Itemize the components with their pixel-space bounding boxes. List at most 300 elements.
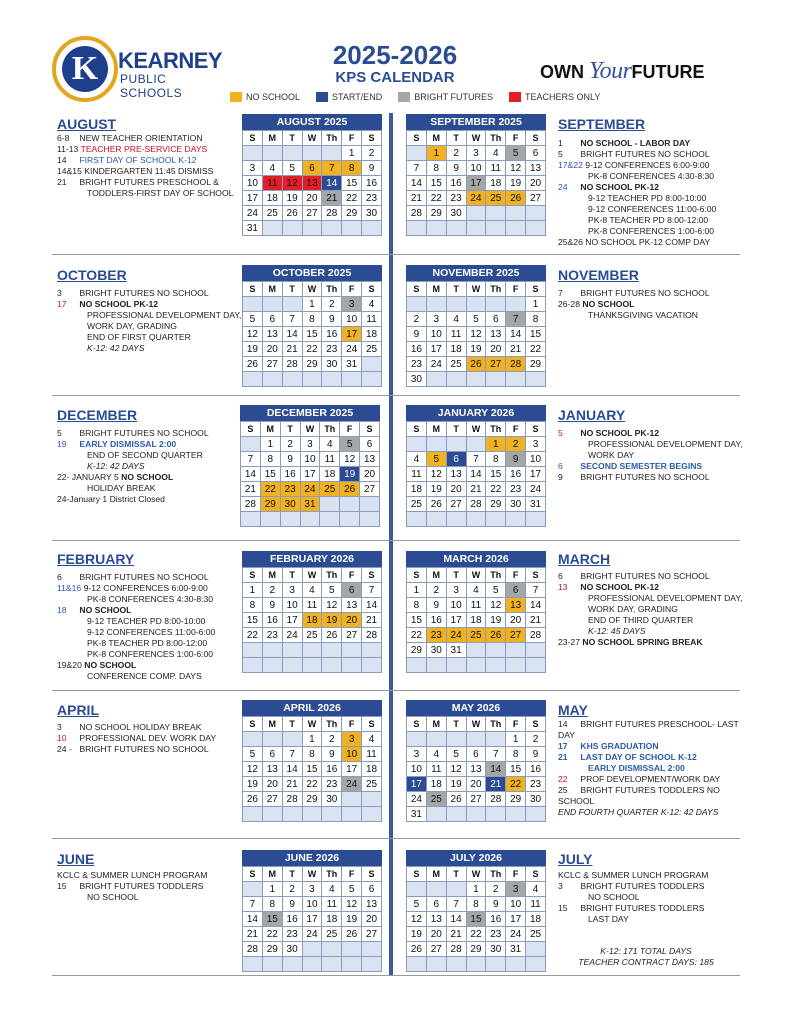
event-line — [57, 616, 215, 627]
calendar-empty-cell — [302, 372, 322, 387]
legend-item — [316, 92, 382, 102]
event-text: NO SCHOOL PK-12 COMP DAY — [585, 237, 711, 247]
calendar-empty-cell — [243, 658, 263, 673]
event-text: BRIGHT FUTURES NO SCHOOL — [79, 572, 209, 582]
calendar-empty-cell — [407, 297, 427, 312]
row-separator — [52, 395, 740, 396]
calendar-day: 16 — [506, 467, 526, 482]
event-line — [57, 472, 209, 483]
event-line — [558, 450, 742, 461]
calendar-day: 9 — [407, 327, 427, 342]
calendar-day: 17 — [407, 777, 427, 792]
event-text: 9-12 TEACHER PD 8:00-10:00 — [87, 616, 206, 626]
calendar-day: 26 — [446, 792, 466, 807]
event-line — [57, 321, 241, 332]
calendar-empty-cell — [446, 957, 466, 972]
weekday-header: S — [243, 131, 263, 146]
calendar-empty-cell — [446, 372, 466, 387]
event-text: EARLY DISMISSAL 2:00 — [79, 439, 177, 449]
calendar-day: 16 — [526, 762, 546, 777]
calendar-day: 22 — [302, 777, 322, 792]
calendar-day: 27 — [360, 482, 380, 497]
calendar-empty-cell — [407, 882, 427, 897]
calendar-empty-cell — [466, 437, 486, 452]
calendar-empty-cell — [526, 807, 546, 822]
calendar-day: 19 — [243, 777, 263, 792]
calendar-day: 16 — [262, 613, 282, 628]
event-text: HOLIDAY BREAK — [87, 483, 156, 493]
calendar-day: 10 — [407, 762, 427, 777]
calendar-day: 3 — [300, 437, 320, 452]
calendar-day: 10 — [426, 327, 446, 342]
event-line — [57, 671, 215, 682]
calendar-empty-cell — [342, 942, 362, 957]
weekday-header: S — [526, 131, 546, 146]
calendar-day: 10 — [446, 598, 466, 613]
calendar-empty-cell — [506, 512, 526, 527]
calendar-day: 22 — [426, 191, 446, 206]
calendar-empty-cell — [282, 297, 302, 312]
event-date: 23-27 — [558, 637, 580, 647]
event-text: CONFERENCE COMP. DAYS — [87, 671, 202, 681]
calendar-empty-cell — [262, 643, 282, 658]
weekday-header: S — [362, 867, 382, 882]
calendar-day: 24 — [282, 628, 302, 643]
calendar-empty-cell — [282, 658, 302, 673]
calendar-day: 26 — [466, 357, 486, 372]
weekday-header: F — [506, 717, 526, 732]
legend-swatch — [230, 92, 242, 102]
calendar-empty-cell — [446, 807, 466, 822]
events-january — [558, 428, 742, 483]
calendar-day: 28 — [506, 357, 526, 372]
calendar-empty-cell — [362, 643, 382, 658]
calendar-day: 25 — [262, 206, 282, 221]
row-separator — [52, 838, 740, 839]
calendar-day: 2 — [426, 583, 446, 598]
event-line — [57, 627, 215, 638]
calendar-empty-cell — [282, 221, 302, 236]
event-date: 6 — [57, 572, 62, 582]
calendar-day: 15 — [506, 762, 526, 777]
calendar-day: 9 — [486, 897, 506, 912]
tagline-future: FUTURE — [631, 62, 705, 82]
weekday-header: T — [446, 282, 466, 297]
event-date: 5 — [558, 149, 563, 159]
calendar-day: 22 — [260, 482, 280, 497]
month-heading-march: MARCH — [558, 551, 611, 567]
event-line — [57, 144, 233, 155]
calendar-june-2026 — [242, 850, 382, 972]
center-divider — [389, 113, 393, 975]
event-line — [558, 288, 710, 299]
event-text: BRIGHT FUTURES TODDLERS — [580, 881, 705, 891]
calendar-day: 5 — [506, 146, 526, 161]
calendar-day: 4 — [466, 583, 486, 598]
calendar-empty-cell — [362, 792, 382, 807]
event-line — [57, 870, 207, 881]
calendar-empty-cell — [466, 807, 486, 822]
calendar-empty-cell — [262, 732, 282, 747]
calendar-day: 9 — [280, 452, 300, 467]
calendar-empty-cell — [302, 643, 322, 658]
calendar-day: 21 — [241, 482, 261, 497]
calendar-empty-cell — [506, 643, 526, 658]
calendar-day: 11 — [322, 897, 342, 912]
calendar-empty-cell — [486, 807, 506, 822]
weekday-header: T — [446, 568, 466, 583]
event-text: BRIGHT FUTURES NO SCHOOL — [580, 472, 710, 482]
calendar-day: 9 — [446, 161, 466, 176]
events-july — [558, 870, 708, 925]
calendar-day: 26 — [282, 206, 302, 221]
event-line — [57, 572, 215, 583]
weekday-header: M — [262, 282, 282, 297]
calendar-day: 14 — [506, 327, 526, 342]
weekday-header: S — [526, 422, 546, 437]
calendar-day: 17 — [506, 912, 526, 927]
event-text: District Closed — [109, 494, 165, 504]
calendar-day: 27 — [302, 206, 322, 221]
calendar-title: NOVEMBER 2025 — [406, 265, 546, 281]
weekday-header: M — [426, 422, 446, 437]
calendar-empty-cell — [280, 512, 300, 527]
month-heading-may: MAY — [558, 702, 588, 718]
weekday-header: Th — [486, 282, 506, 297]
calendar-empty-cell — [426, 658, 446, 673]
calendar-october-2025 — [242, 265, 382, 387]
calendar-empty-cell — [446, 437, 466, 452]
calendar-empty-cell — [526, 942, 546, 957]
calendar-day: 9 — [362, 161, 382, 176]
calendar-empty-cell — [407, 957, 427, 972]
calendar-day: 10 — [282, 598, 302, 613]
calendar-day: 28 — [407, 206, 427, 221]
calendar-day: 25 — [486, 191, 506, 206]
weekday-header: S — [243, 867, 263, 882]
calendar-day: 30 — [407, 372, 427, 387]
calendar-empty-cell — [360, 512, 380, 527]
event-text: BRIGHT FUTURES NO SCHOOL — [79, 288, 209, 298]
event-date: 7 — [558, 288, 563, 298]
event-line — [558, 785, 739, 796]
event-date: 22 — [558, 774, 568, 784]
calendar-day: 12 — [407, 912, 427, 927]
events-november — [558, 288, 710, 321]
event-line — [558, 870, 708, 881]
event-date: 6 — [558, 571, 563, 581]
event-line — [558, 796, 739, 807]
calendar-day: 8 — [342, 161, 362, 176]
calendar-empty-cell — [486, 732, 506, 747]
calendar-day: 8 — [407, 598, 427, 613]
event-line — [558, 237, 716, 248]
event-date: 24 — [558, 182, 568, 192]
calendar-day: 27 — [342, 628, 362, 643]
event-line — [57, 177, 233, 188]
calendar-day: 2 — [506, 437, 526, 452]
calendar-day: 14 — [362, 598, 382, 613]
total-days: K-12: 171 TOTAL DAYS — [600, 946, 692, 956]
event-line — [57, 660, 215, 671]
calendar-day: 7 — [322, 161, 342, 176]
calendar-day: 22 — [243, 628, 263, 643]
calendar-day: 7 — [282, 312, 302, 327]
weekday-header: T — [282, 717, 302, 732]
calendar-august-2025 — [242, 114, 382, 236]
event-text: NO SCHOOL — [588, 892, 640, 902]
calendar-empty-cell — [243, 372, 263, 387]
calendar-empty-cell — [407, 512, 427, 527]
calendar-day: 20 — [342, 613, 362, 628]
calendar-day: 9 — [426, 598, 446, 613]
calendar-empty-cell — [362, 942, 382, 957]
calendar-empty-cell — [426, 297, 446, 312]
event-line — [57, 594, 215, 605]
month-heading-february: FEBRUARY — [57, 551, 135, 567]
calendar-day: 7 — [486, 747, 506, 762]
calendar-day: 23 — [526, 777, 546, 792]
calendar-day: 29 — [486, 497, 506, 512]
weekday-header: F — [506, 131, 526, 146]
calendar-day: 24 — [342, 777, 362, 792]
weekday-header: W — [302, 131, 322, 146]
calendar-day: 30 — [322, 357, 342, 372]
calendar-day: 8 — [302, 747, 322, 762]
calendar-day: 30 — [486, 942, 506, 957]
calendar-empty-cell — [241, 437, 261, 452]
calendar-day: 21 — [282, 342, 302, 357]
event-line — [57, 733, 216, 744]
calendar-empty-cell — [446, 732, 466, 747]
calendar-empty-cell — [282, 807, 302, 822]
event-text: K-12: 42 DAYS — [87, 343, 145, 353]
calendar-day: 26 — [243, 792, 263, 807]
calendar-day: 3 — [446, 583, 466, 598]
event-text: 9-12 CONFERENCES 11:00-6:00 — [588, 204, 717, 214]
calendar-day: 17 — [426, 342, 446, 357]
event-line — [57, 483, 209, 494]
weekday-header: M — [260, 422, 280, 437]
weekday-header: W — [466, 422, 486, 437]
event-line — [558, 428, 742, 439]
tagline-own: OWN — [540, 62, 584, 82]
calendar-empty-cell — [262, 957, 282, 972]
event-line — [558, 310, 710, 321]
event-text: PK-8 CONFERENCES 4:30-8:30 — [87, 594, 214, 604]
calendar-day: 15 — [526, 327, 546, 342]
event-line — [558, 892, 708, 903]
calendar-day: 7 — [282, 747, 302, 762]
calendar-day: 21 — [407, 191, 427, 206]
event-text: NO SCHOOL - LABOR DAY — [580, 138, 691, 148]
calendar-day: 18 — [446, 342, 466, 357]
calendar-day: 24 — [302, 927, 322, 942]
calendar-empty-cell — [362, 658, 382, 673]
weekday-header: Th — [322, 282, 342, 297]
calendar-day: 18 — [466, 613, 486, 628]
weekday-header: W — [302, 867, 322, 882]
calendar-day: 26 — [407, 942, 427, 957]
logo-name: KEARNEY — [118, 48, 223, 73]
calendar-day: 18 — [426, 777, 446, 792]
calendar-day: 20 — [506, 613, 526, 628]
calendar-day: 27 — [362, 927, 382, 942]
calendar-empty-cell — [302, 658, 322, 673]
calendar-title: MARCH 2026 — [406, 551, 546, 567]
calendar-day: 13 — [506, 598, 526, 613]
calendar-day: 13 — [526, 161, 546, 176]
calendar-day: 5 — [446, 747, 466, 762]
weekday-header: T — [282, 867, 302, 882]
events-october — [57, 288, 241, 354]
event-date: 17 — [57, 299, 67, 309]
calendar-day: 16 — [322, 762, 342, 777]
event-line — [57, 461, 209, 472]
event-line — [558, 138, 716, 149]
calendar-day: 14 — [282, 327, 302, 342]
calendar-day: 25 — [362, 342, 382, 357]
calendar-empty-cell — [466, 206, 486, 221]
calendar-day: 13 — [362, 897, 382, 912]
weekday-header: Th — [322, 867, 342, 882]
calendar-day: 3 — [342, 732, 362, 747]
calendar-day: 30 — [362, 206, 382, 221]
event-date: 24-January 1 — [57, 494, 108, 504]
calendar-day: 7 — [446, 897, 466, 912]
event-date: 17 — [558, 741, 568, 751]
calendar-day: 9 — [506, 452, 526, 467]
calendar-day: 6 — [426, 897, 446, 912]
calendar-day: 11 — [302, 598, 322, 613]
calendar-day: 20 — [262, 777, 282, 792]
calendar-day: 11 — [466, 598, 486, 613]
event-line — [57, 450, 209, 461]
calendar-day: 3 — [342, 297, 362, 312]
weekday-header: Th — [486, 867, 506, 882]
event-text: TEACHER PRE-SERVICE DAYS — [80, 144, 208, 154]
calendar-day: 24 — [446, 628, 466, 643]
calendar-empty-cell — [466, 658, 486, 673]
calendar-day: 4 — [362, 732, 382, 747]
calendar-day: 15 — [243, 613, 263, 628]
calendar-empty-cell — [243, 807, 263, 822]
weekday-header: T — [446, 717, 466, 732]
calendar-april-2026 — [242, 700, 382, 822]
weekday-header: S — [362, 568, 382, 583]
calendar-day: 1 — [243, 583, 263, 598]
calendar-empty-cell — [486, 643, 506, 658]
calendar-day: 9 — [282, 897, 302, 912]
calendar-day: 16 — [322, 327, 342, 342]
calendar-day: 18 — [322, 912, 342, 927]
calendar-day: 29 — [426, 206, 446, 221]
event-text: END OF SECOND QUARTER — [87, 450, 203, 460]
calendar-day: 6 — [506, 583, 526, 598]
calendar-day: 25 — [407, 497, 427, 512]
calendar-day: 20 — [486, 342, 506, 357]
event-line — [558, 193, 716, 204]
event-date: 6 — [558, 461, 563, 471]
event-text: LAST DAY — [588, 914, 629, 924]
event-date: 17&22 — [558, 160, 583, 170]
calendar-empty-cell — [302, 146, 322, 161]
month-heading-april: APRIL — [57, 702, 99, 718]
calendar-day: 24 — [300, 482, 320, 497]
calendar-day: 29 — [466, 942, 486, 957]
calendar-day: 23 — [262, 628, 282, 643]
calendar-day: 8 — [486, 452, 506, 467]
calendar-day: 13 — [426, 912, 446, 927]
calendar-empty-cell — [322, 146, 342, 161]
calendar-day: 16 — [282, 912, 302, 927]
calendar-empty-cell — [407, 221, 427, 236]
event-line — [558, 626, 742, 637]
tagline-your: Your — [589, 58, 632, 84]
event-date: 15 — [558, 903, 568, 913]
calendar-day: 3 — [243, 161, 263, 176]
weekday-header: S — [526, 717, 546, 732]
weekday-header: T — [446, 422, 466, 437]
calendar-title: APRIL 2026 — [242, 700, 382, 716]
calendar-day: 26 — [322, 628, 342, 643]
calendar-day: 11 — [526, 897, 546, 912]
calendar-empty-cell — [342, 372, 362, 387]
calendar-day: 15 — [302, 762, 322, 777]
event-line — [57, 605, 215, 616]
event-text: NO SCHOOL PK-12 — [580, 582, 660, 592]
calendar-empty-cell — [526, 221, 546, 236]
event-text: NO SCHOOL SPRING BREAK — [582, 637, 703, 647]
calendar-day: 5 — [426, 452, 446, 467]
calendar-may-2026 — [406, 700, 546, 822]
calendar-day: 11 — [426, 762, 446, 777]
calendar-empty-cell — [466, 221, 486, 236]
weekday-header: T — [282, 568, 302, 583]
calendar-day: 28 — [241, 497, 261, 512]
event-line — [57, 299, 241, 310]
calendar-empty-cell — [526, 957, 546, 972]
event-text: BRIGHT FUTURES TODDLERS — [79, 881, 204, 891]
calendar-day: 20 — [362, 912, 382, 927]
event-date: 14 — [558, 719, 568, 729]
events-february — [57, 572, 215, 682]
calendar-day: 5 — [322, 583, 342, 598]
calendar-day: 5 — [407, 897, 427, 912]
calendar-day: 11 — [320, 452, 340, 467]
calendar-day: 11 — [362, 312, 382, 327]
weekday-header: T — [446, 867, 466, 882]
calendar-empty-cell — [322, 942, 342, 957]
calendar-day: 10 — [526, 452, 546, 467]
calendar-day: 2 — [446, 146, 466, 161]
weekday-header: W — [300, 422, 320, 437]
calendar-day: 4 — [526, 882, 546, 897]
calendar-day: 14 — [241, 467, 261, 482]
calendar-march-2026 — [406, 551, 546, 673]
calendar-empty-cell — [506, 297, 526, 312]
calendar-day: 27 — [446, 497, 466, 512]
event-date: 9 — [558, 472, 563, 482]
calendar-empty-cell — [300, 512, 320, 527]
calendar-day: 4 — [486, 146, 506, 161]
calendar-day: 16 — [426, 613, 446, 628]
legend-label: BRIGHT FUTURES — [414, 92, 494, 102]
calendar-day: 5 — [282, 161, 302, 176]
event-date: 3 — [558, 881, 563, 891]
event-date: 26-28 — [558, 299, 580, 309]
calendar-day: 30 — [506, 497, 526, 512]
